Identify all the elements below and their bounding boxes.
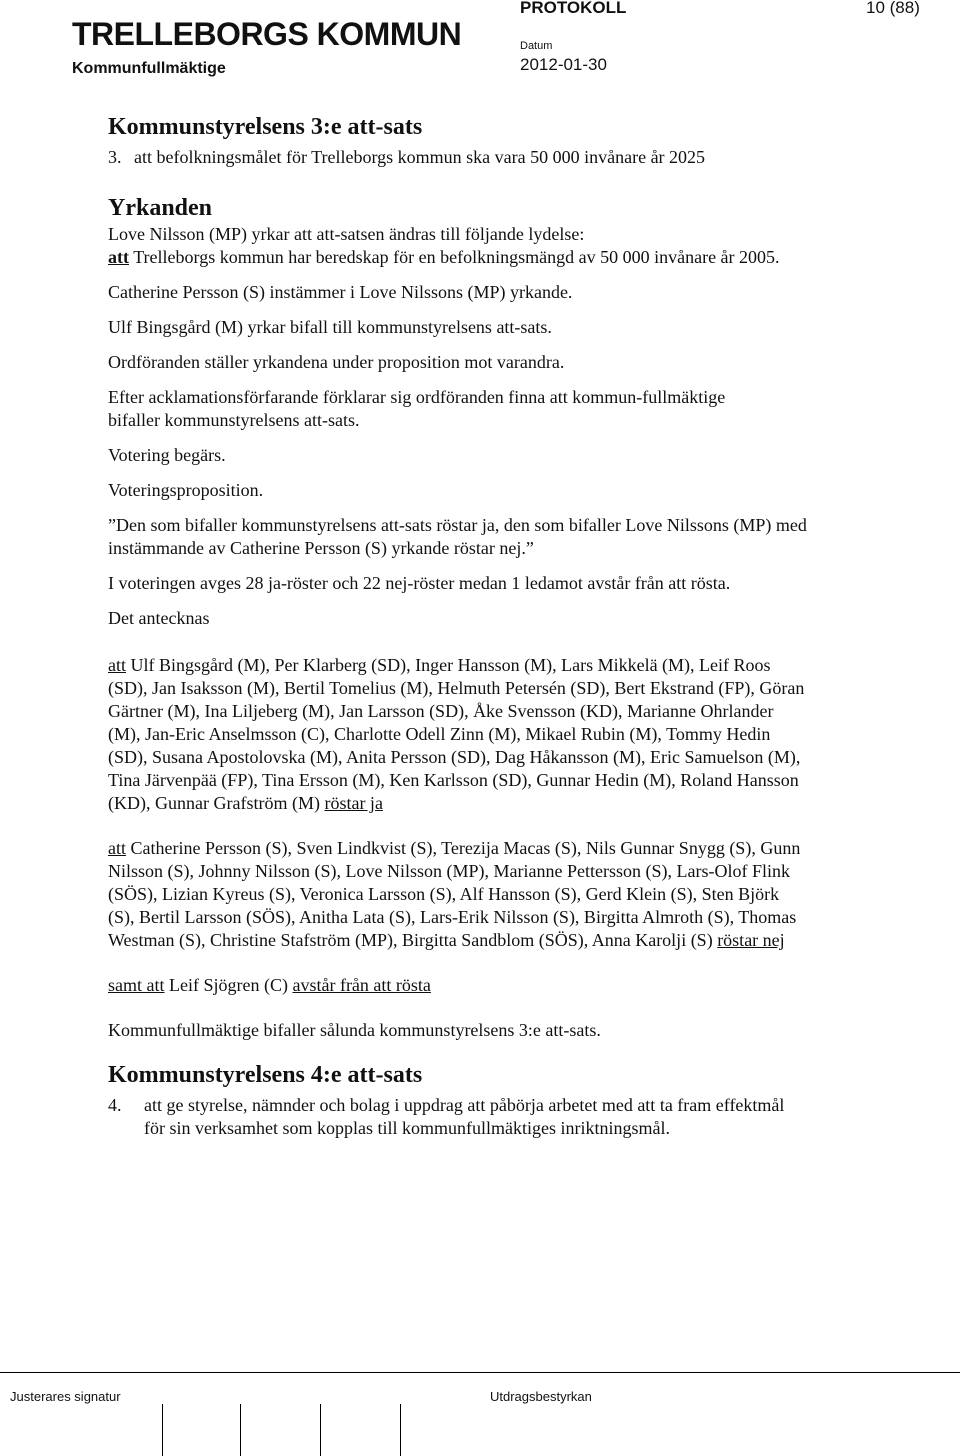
paragraph-catherine: Catherine Persson (S) instämmer i Love Nilssons (MP) yrkande. [108, 282, 573, 302]
document-date: 2012-01-30 [520, 55, 607, 74]
signature-box-divider [240, 1404, 241, 1456]
item-3-text: att befolkningsmålet för Trelleborgs kommun ska vara 50 000 invånare år 2025 [134, 147, 706, 167]
footer-divider [0, 1372, 960, 1373]
motion-att: att [108, 247, 129, 267]
heading-ks-4: Kommunstyrelsens 4:e att-sats [108, 1062, 423, 1088]
no-names: Catherine Persson (S), Sven Lindkvist (S), Terezija Macas (S), Nils Gunnar Snygg (S), Gunn Nilsson (S), Johnny Nilsson (S), Love Nilsson (MP), Marianne Pettersson (S), Lars-Olof Flink (SÖS), Lizian Kyreus (S), Veronica Larsson (S), Alf Hansson (S), Gerd Klein (S), Sten Björk (S), Bertil Larsson (SÖS), Anitha Lata (S), Lars-Erik Nilsson (S), Birgitta Almroth (S), Thomas Westman (S), Christine Stafström (MP), Birgitta Sandblom (SÖS), Anna Karolji (S) [108, 838, 801, 950]
assembly-name: Kommunfullmäktige [72, 60, 226, 77]
no-voters [108, 837, 808, 952]
signature-box-divider [320, 1404, 321, 1456]
paragraph-conclusion: Kommunfullmäktige bifaller sålunda kommunstyrelsens 3:e att-sats. [108, 1020, 601, 1040]
item-3-number: 3. [108, 147, 122, 167]
yes-vote: röstar ja [324, 793, 383, 813]
item-4-text: att ge styrelse, nämnder och bolag i uppdrag att påbörja arbetet med att ta fram effektmål för sin verksamhet som kopplas till kommunfullmäktiges inriktningsmål. [144, 1095, 785, 1138]
item-4-number: 4. [108, 1095, 122, 1115]
date-label: Datum [520, 40, 553, 52]
item-4 [108, 1094, 808, 1140]
heading-yrkanden: Yrkanden [108, 195, 213, 221]
motion-intro: Love Nilsson (MP) yrkar att att-satsen ändras till följande lydelse: [108, 224, 585, 244]
no-vote: röstar nej [717, 930, 785, 950]
heading-ks-3: Kommunstyrelsens 3:e att-sats [108, 114, 423, 140]
paragraph-ulf: Ulf Bingsgård (M) yrkar bifall till kommunstyrelsens att-sats. [108, 317, 552, 337]
organization-name: TRELLEBORGS KOMMUN [72, 16, 462, 52]
document-type: PROTOKOLL [520, 0, 627, 17]
yes-att: att [108, 655, 126, 675]
protocol-body [108, 112, 808, 1140]
signature-box-divider [400, 1404, 401, 1456]
motion-love-nilsson [108, 223, 808, 269]
paragraph-votering: Votering begärs. [108, 445, 226, 465]
page-number: 10 (88) [866, 0, 920, 17]
paragraph-det-antecknas: Det antecknas [108, 608, 210, 628]
abstain-names: Leif Sjögren (C) [169, 975, 288, 995]
motion-text: Trelleborgs kommun har beredskap för en befolkningsmängd av 50 000 invånare år 2005. [133, 247, 780, 267]
abstain-att: samt att [108, 975, 165, 995]
paragraph-acklamation: Efter acklamationsförfarande förklarar sig ordföranden finna att kommun-fullmäktige bifaller kommunstyrelsens att-sats. [108, 387, 726, 430]
paragraph-vote-result: I voteringen avges 28 ja-röster och 22 nej-röster medan 1 ledamot avstår från att rösta. [108, 573, 731, 593]
item-3 [108, 146, 808, 169]
abstainers [108, 974, 808, 997]
yes-voters [108, 654, 808, 815]
no-att: att [108, 838, 126, 858]
paragraph-voteringsproposition: Voteringsproposition. [108, 480, 264, 500]
paragraph-vote-question: ”Den som bifaller kommunstyrelsens att-sats röstar ja, den som bifaller Love Nilssons (MP) med instämmande av Catherine Persson (S) yrkande röstar nej.” [108, 515, 807, 558]
yes-names: Ulf Bingsgård (M), Per Klarberg (SD), Inger Hansson (M), Lars Mikkelä (M), Leif Roos (SD), Jan Isaksson (M), Bertil Tomelius (M), Helmuth Petersén (SD), Bert Ekstrand (FP), Göran Gärtner (M), Ina Liljeberg (M), Jan Larsson (SD), Åke Svensson (KD), Marianne Ohrlander (M), Jan-Eric Anselmsson (C), Charlotte Odell Zinn (M), Mikael Rubin (M), Tommy Hedin (SD), Susana Apostolovska (M), Anita Persson (SD), Dag Håkansson (M), Eric Samuelson (M), Tina Järvenpää (FP), Tina Ersson (M), Ken Karlsson (SD), Gunnar Hedin (M), Roland Hansson (KD), Gunnar Grafström (M) [108, 655, 805, 813]
excerpt-label: Utdragsbestyrkan [490, 1389, 592, 1404]
signatures-label: Justerares signatur [10, 1389, 121, 1404]
signature-box-divider [162, 1404, 163, 1456]
abstain-vote: avstår från att rösta [292, 975, 431, 995]
paragraph-proposition: Ordföranden ställer yrkandena under proposition mot varandra. [108, 352, 565, 372]
